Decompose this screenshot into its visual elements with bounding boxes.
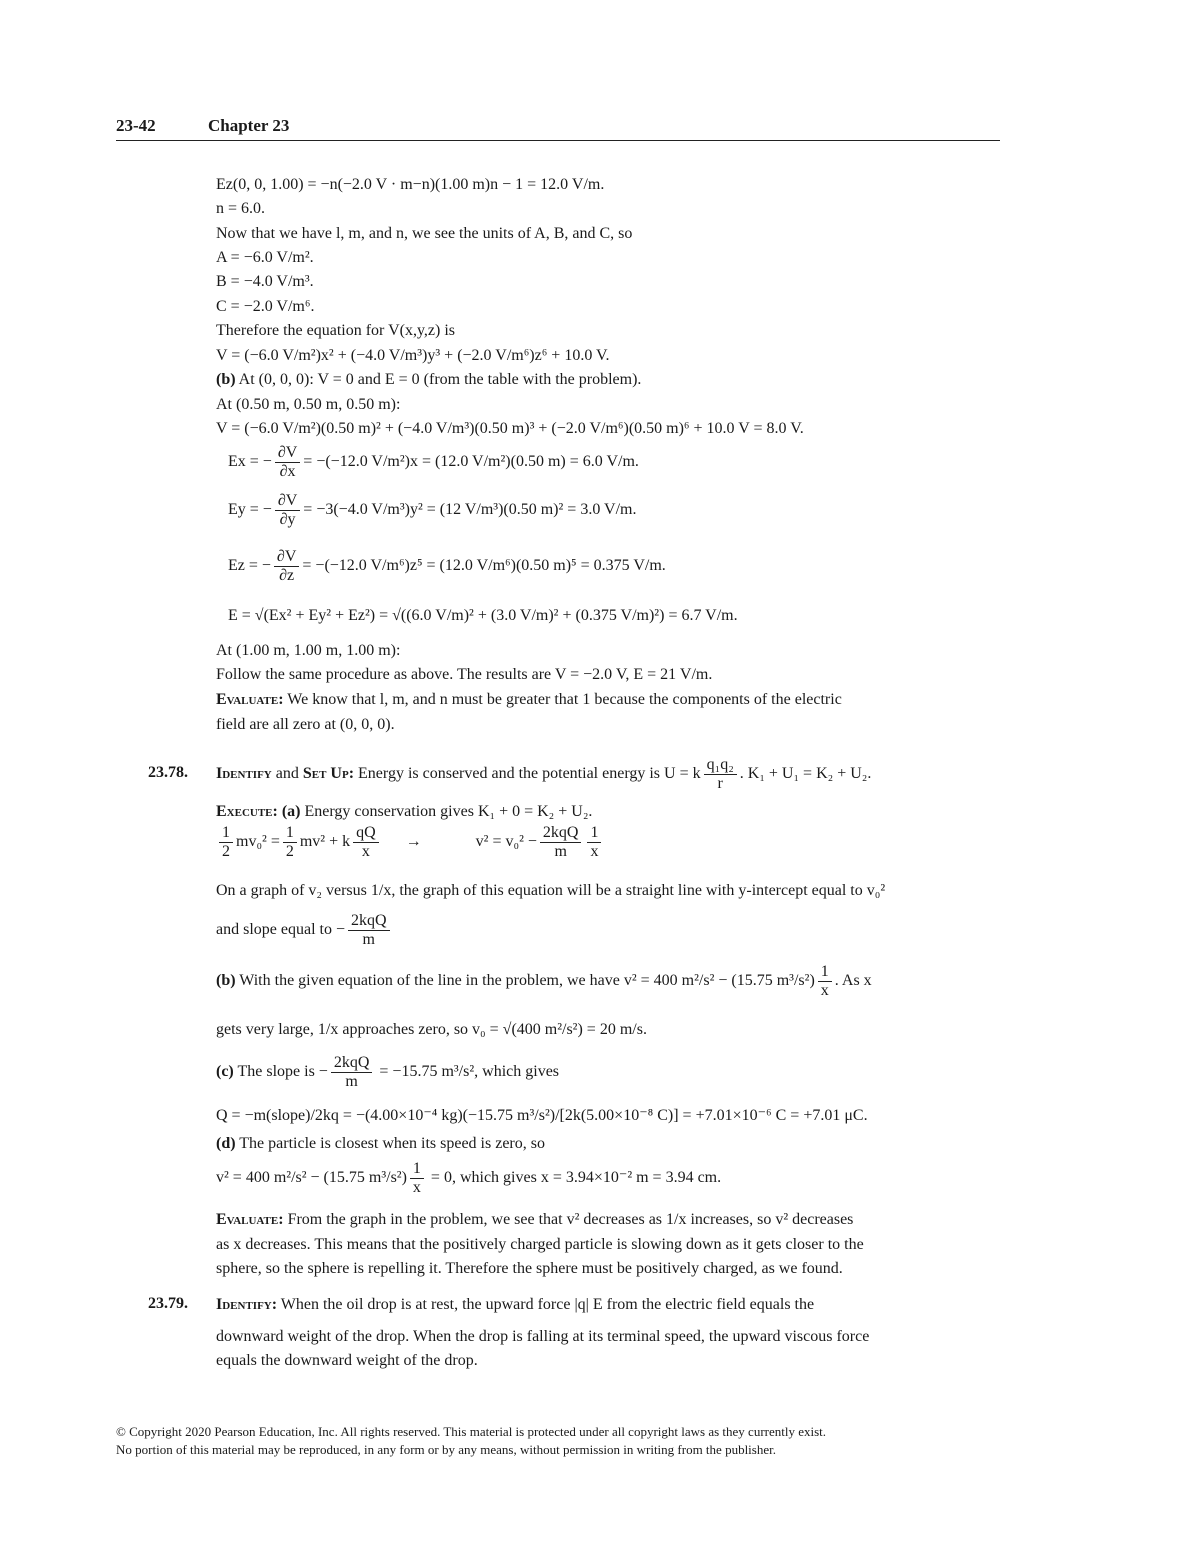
part-label: (d) [216,1135,236,1152]
text-line: gets very large, 1/x approaches zero, so v₀ = √(400 m²/s²) = 20 m/s. [216,1021,647,1038]
fraction-numerator: q₁q₂ [704,756,737,775]
fraction-numerator: 1 [219,824,233,843]
equation-energy [216,824,604,861]
fraction-numerator: 1 [587,824,601,843]
fraction-denominator: 2 [285,843,294,860]
text-line: as x decreases. This means that the positively charged particle is slowing down as it gets closer to the [216,1236,864,1253]
fraction-numerator: 2kqQ [540,824,582,843]
eq-lhs: Ex = − [228,453,272,471]
fraction-numerator: ∂V [275,492,300,511]
fraction-numerator: 1 [283,824,297,843]
fraction [219,824,233,861]
text-run: With the given equation of the line in the problem, we have v² = 400 m²/s² − (15.75 m³/s²) [235,972,815,990]
text-run: . As x [834,972,872,990]
text-run: and [271,765,303,783]
fraction [587,824,601,861]
fraction [818,963,832,1000]
text-line [216,690,842,710]
text-line [216,802,592,822]
fraction-denominator: m [362,931,375,948]
fraction-numerator: 2kqQ [348,912,390,931]
execute-label: Execute: [216,803,278,820]
copyright-line: No portion of this material may be reproduced, in any form or by any means, without permission in writing from the publisher. [116,1442,776,1457]
identify-label: Identify: [216,1296,278,1313]
arrow-symbol: → [405,833,422,851]
text-line [216,1134,545,1154]
eq-rhs: = −(−12.0 V/m²)x = (12.0 V/m²)(0.50 m) = 6.0 V/m. [303,453,639,471]
eq-term: mv₀² = [236,833,280,851]
evaluate-label: Evaluate: [216,1211,284,1228]
problem-number: 23.78. [148,764,188,781]
part-label: (b) [216,371,236,388]
text-line: At (0.50 m, 0.50 m, 0.50 m): [216,396,401,413]
eq-term: v² = v₀² − [475,833,537,851]
fraction-denominator: x [412,1179,421,1196]
part-label: (a) [277,803,301,820]
fraction-denominator: m [554,843,567,860]
fraction [274,548,299,585]
text-line [216,912,393,949]
fraction [704,756,737,793]
fraction [353,824,379,861]
identify-label: Identify [216,765,272,783]
fraction [410,1160,424,1197]
text-line: Ez(0, 0, 1.00) = −n(−2.0 V · m−n)(1.00 m)n − 1 = 12.0 V/m. [216,176,605,193]
text-line: field are all zero at (0, 0, 0). [216,716,395,733]
eq-lhs: E = √(Ex² + Ey² + Ez²) = √((6.0 V/m)² + (3.0 V/m)² + (0.375 V/m)²) [228,607,665,624]
chapter-title: Chapter 23 [208,116,290,135]
text-run: v² = 400 m²/s² − (15.75 m³/s²) [216,1169,407,1187]
fraction-numerator: 1 [410,1160,424,1179]
text-line: A = −6.0 V/m². [216,249,314,266]
text-run: At (0, 0, 0): V = 0 and E = 0 (from the table with the problem). [235,371,642,388]
setup-label: Set Up: [302,765,355,783]
evaluate-label: Evaluate: [216,691,284,708]
fraction-denominator: r [717,775,723,792]
fraction-denominator: m [345,1073,358,1090]
text-line: V = (−6.0 V/m²)(0.50 m)² + (−4.0 V/m³)(0.50 m)³ + (−2.0 V/m⁶)(0.50 m)⁶ + 10.0 V = 8.0 V. [216,420,804,437]
equation-ex [228,444,639,481]
text-line: C = −2.0 V/m⁶. [216,298,315,315]
eq-rhs: = 6.7 V/m. [664,607,738,624]
text-run: Energy is conserved and the potential energy is U = k [354,765,701,783]
text-run: = −15.75 m³/s², which gives [375,1063,560,1081]
text-line [216,1160,721,1197]
text-line: V = (−6.0 V/m²)x² + (−4.0 V/m³)y³ + (−2.0 V/m⁶)z⁶ + 10.0 V. [216,347,610,364]
fraction [348,912,390,949]
fraction-numerator: qQ [353,824,379,843]
text-run: When the oil drop is at rest, the upward force |q| E from the electric field equals the [277,1296,815,1313]
copyright-line: © Copyright 2020 Pearson Education, Inc. All rights reserved. This material is protected under all copyright laws as they currently exist. [116,1424,827,1439]
text-line: At (1.00 m, 1.00 m, 1.00 m): [216,642,401,659]
fraction-numerator: 1 [818,963,832,982]
text-line [216,1054,559,1091]
fraction-denominator: ∂x [279,463,296,480]
equation-e-magnitude [228,606,738,626]
eq-rhs: = −3(−4.0 V/m³)y² = (12 V/m³)(0.50 m)² = 3.0 V/m. [303,501,637,519]
text-run: The slope is − [233,1063,328,1081]
fraction [331,1054,373,1091]
fraction-denominator: 2 [222,843,230,860]
text-line: equals the downward weight of the drop. [216,1352,478,1369]
eq-term: mv² + k [299,833,351,851]
text-line: B = −4.0 V/m³. [216,273,314,290]
text-line: downward weight of the drop. When the drop is falling at its terminal speed, the upward viscous force [216,1328,870,1345]
text-run: The particle is closest when its speed is zero, so [235,1135,545,1152]
part-label: (b) [216,972,236,990]
fraction-numerator: 2kqQ [331,1054,373,1073]
fraction-numerator: ∂V [274,548,299,567]
text-line: sphere, so the sphere is repelling it. Therefore the sphere must be positively charged, as we found. [216,1260,843,1277]
fraction [540,824,582,861]
page-number: 23-42 [116,116,156,135]
page-header [116,114,1000,141]
text-run: Energy conservation gives K₁ + 0 = K₂ + U₂. [300,803,593,820]
fraction-denominator: x [361,843,370,860]
fraction [275,444,300,481]
text-run: and slope equal to − [216,921,345,939]
text-run: = 0, which gives x = 3.94×10⁻² m = 3.94 cm. [426,1169,722,1187]
text-line: On a graph of v₂ versus 1/x, the graph of this equation will be a straight line with y-intercept equal to v₀² [216,882,886,899]
fraction-numerator: ∂V [275,444,300,463]
eq-rhs: = −(−12.0 V/m⁶)z⁵ = (12.0 V/m⁶)(0.50 m)⁵ = 0.375 V/m. [302,557,666,575]
text-line [216,1295,814,1315]
text-run: . K₁ + U₁ = K₂ + U₂. [739,765,872,783]
text-line: Q = −m(slope)/2kq = −(4.00×10⁻⁴ kg)(−15.75 m³/s²)/[2k(5.00×10⁻⁸ C)] = +7.01×10⁻⁶ C = +7.01 μC. [216,1107,868,1124]
problem-number: 23.79. [148,1295,188,1312]
fraction [275,492,300,529]
text-line: Follow the same procedure as above. The results are V = −2.0 V, E = 21 V/m. [216,666,713,683]
fraction-denominator: x [590,843,599,860]
text-line [216,963,872,1000]
eq-lhs: Ey = − [228,501,272,519]
text-line: Now that we have l, m, and n, we see the units of A, B, and C, so [216,225,633,242]
text-line [216,1210,853,1230]
fraction [283,824,297,861]
text-run: We know that l, m, and n must be greater that 1 because the components of the electric [283,691,842,708]
fraction-denominator: ∂y [279,511,296,528]
equation-ey [228,492,636,529]
text-line [216,756,871,793]
eq-lhs: Ez = − [228,557,271,575]
equation-ez [228,548,666,585]
text-line: n = 6.0. [216,200,266,217]
text-run: From the graph in the problem, we see that v² decreases as 1/x increases, so v² decreases [283,1211,854,1228]
fraction-denominator: ∂z [279,567,295,584]
part-label: (c) [216,1063,234,1081]
text-line [216,370,641,390]
text-line: Therefore the equation for V(x,y,z) is [216,322,456,339]
fraction-denominator: x [820,982,829,999]
